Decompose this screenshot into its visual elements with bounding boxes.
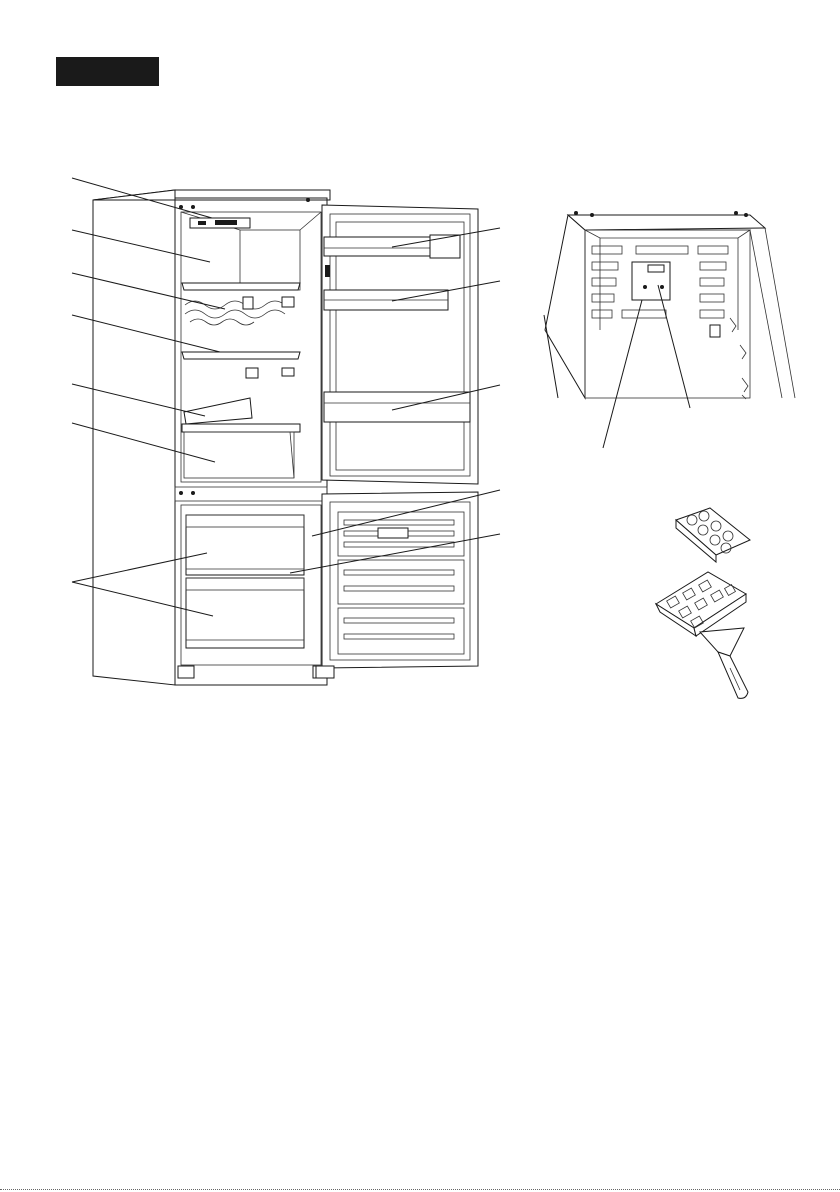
page-bottom-rule (0, 1189, 840, 1190)
light-cover (190, 218, 250, 228)
glass-shelf-2 (182, 352, 300, 378)
wine-rack (185, 297, 294, 325)
freezer-door (322, 492, 478, 668)
door-shelf-2 (324, 290, 448, 310)
glass-shelf-1 (182, 283, 300, 290)
ice-cube-tray-icon (656, 572, 746, 636)
freezer-drawer-upper (186, 515, 304, 575)
ice-scraper-icon (700, 628, 748, 698)
door-shelf-bottle (324, 392, 470, 422)
freezer-drawer-lower (186, 578, 304, 648)
compartment-detail (545, 211, 795, 399)
egg-tray-icon (676, 508, 750, 562)
crisper-drawer (184, 432, 294, 478)
